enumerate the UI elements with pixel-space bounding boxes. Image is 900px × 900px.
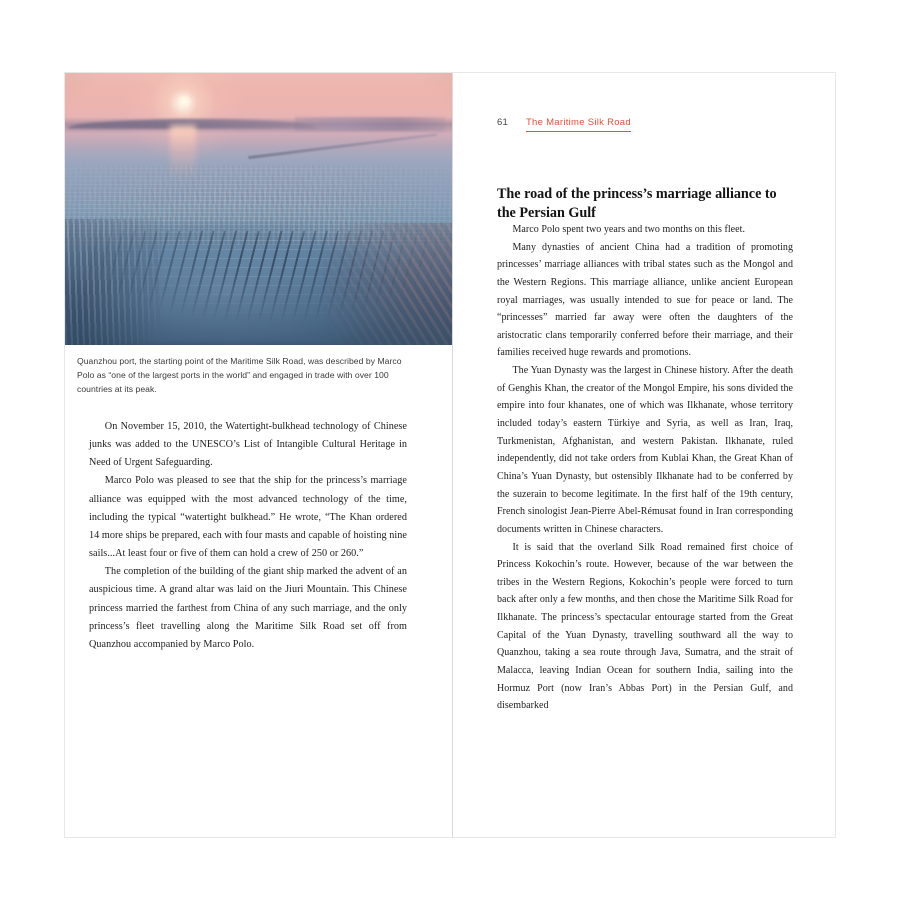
running-head-title: The Maritime Silk Road <box>525 117 631 128</box>
running-head-title-group <box>526 117 631 132</box>
paragraph: Marco Polo spent two years and two months on this fleet. <box>512 224 745 235</box>
right-page-body <box>497 221 793 715</box>
paragraph: The completion of the building of the giant ship marked the advent of an auspicious time. A grand altar was laid on the Jiuri Mountain. This Chinese princess married the farthest from China of any such marriage, and the only princess’s fleet travelling along the Maritime Silk Road set off from Quanzhou accompanied by Marco Polo. <box>89 566 407 650</box>
photo-vignette <box>65 73 453 345</box>
paragraph: The Yuan Dynasty was the largest in Chinese history. After the death of Genghis Khan, the creator of the Mongol Empire, his sons divided the empire into four khanates, one of which was Ilkhanate, whose territory included today’s eastern Türkiye and Syria, as well as Iran, Iraq, Turkmenistan, Afghanistan, and western Pakistan. Ilkhanate, ruled independently, did not take orders from Kublai Khan, the Great Khan of China’s Yuan Dynasty, but ostensibly Ilkhanate had to be conferred by the suzerain to become legitimate. In the first half of the 19th century, French sinologist Jean-Pierre Abel-Rémusat found in Iran corresponding documents written in Chinese characters. <box>497 365 793 535</box>
left-page <box>65 73 452 837</box>
quanzhou-port-aerial-sunset-photo <box>65 73 453 345</box>
book-spread <box>64 72 836 838</box>
paragraph: Marco Polo was pleased to see that the ship for the princess’s marriage alliance was equipped with the most advanced technology of the time, including the typical “watertight bulkhead.” He wrote, “The Khan ordered 14 more ships be prepared, each with four masts and capable of hoisting nine sails...At least four or five of them can hold a crew of 250 or 260.” <box>89 475 407 560</box>
running-head <box>497 117 631 132</box>
right-page <box>452 73 835 837</box>
figure-caption: Quanzhou port, the starting point of the Maritime Silk Road, was described by Marco Polo as “one of the largest ports in the world” and engaged in trade with over 100 countries at its peak. <box>77 356 402 394</box>
paragraph: It is said that the overland Silk Road remained first choice of Princess Kokochin’s route. However, because of the war between the tribes in the Western Regions, Kokochin’s people were forced to turn back after only a few months, and then chose the Maritime Silk Road for Ilkhanate. The princess’s spectacular entourage started from the Great Capital of the Yuan Dynasty, travelling southward all the way to Quanzhou, taking a sea route through Java, Sumatra, and the strait of Malacca, leaving Indian Ocean for southern India, sailing into the Hormuz Port (now Iran’s Abbas Port) in the Persian Gulf, and disembarked <box>497 541 793 712</box>
paragraph: Many dynasties of ancient China had a tradition of promoting princesses’ marriage alliances with tribal states such as the Mongol and the Western Regions. This marriage alliance, unlike ancient European royal marriages, was usually intended to sue for peace or land. The “princesses” married far away were often the daughters of the aristocratic clans temporarily conferred before their marriage, and their families received huge rewards and promotions. <box>497 241 793 359</box>
paragraph: On November 15, 2010, the Watertight-bulkhead technology of Chinese junks was added to the UNESCO’s List of Intangible Cultural Heritage in Need of Urgent Safeguarding. <box>89 421 407 469</box>
running-head-rule <box>526 131 631 132</box>
left-page-body <box>89 418 407 654</box>
page-number: 61 <box>497 117 508 128</box>
section-heading: The road of the princess’s marriage alliance to the Persian Gulf <box>497 185 777 222</box>
